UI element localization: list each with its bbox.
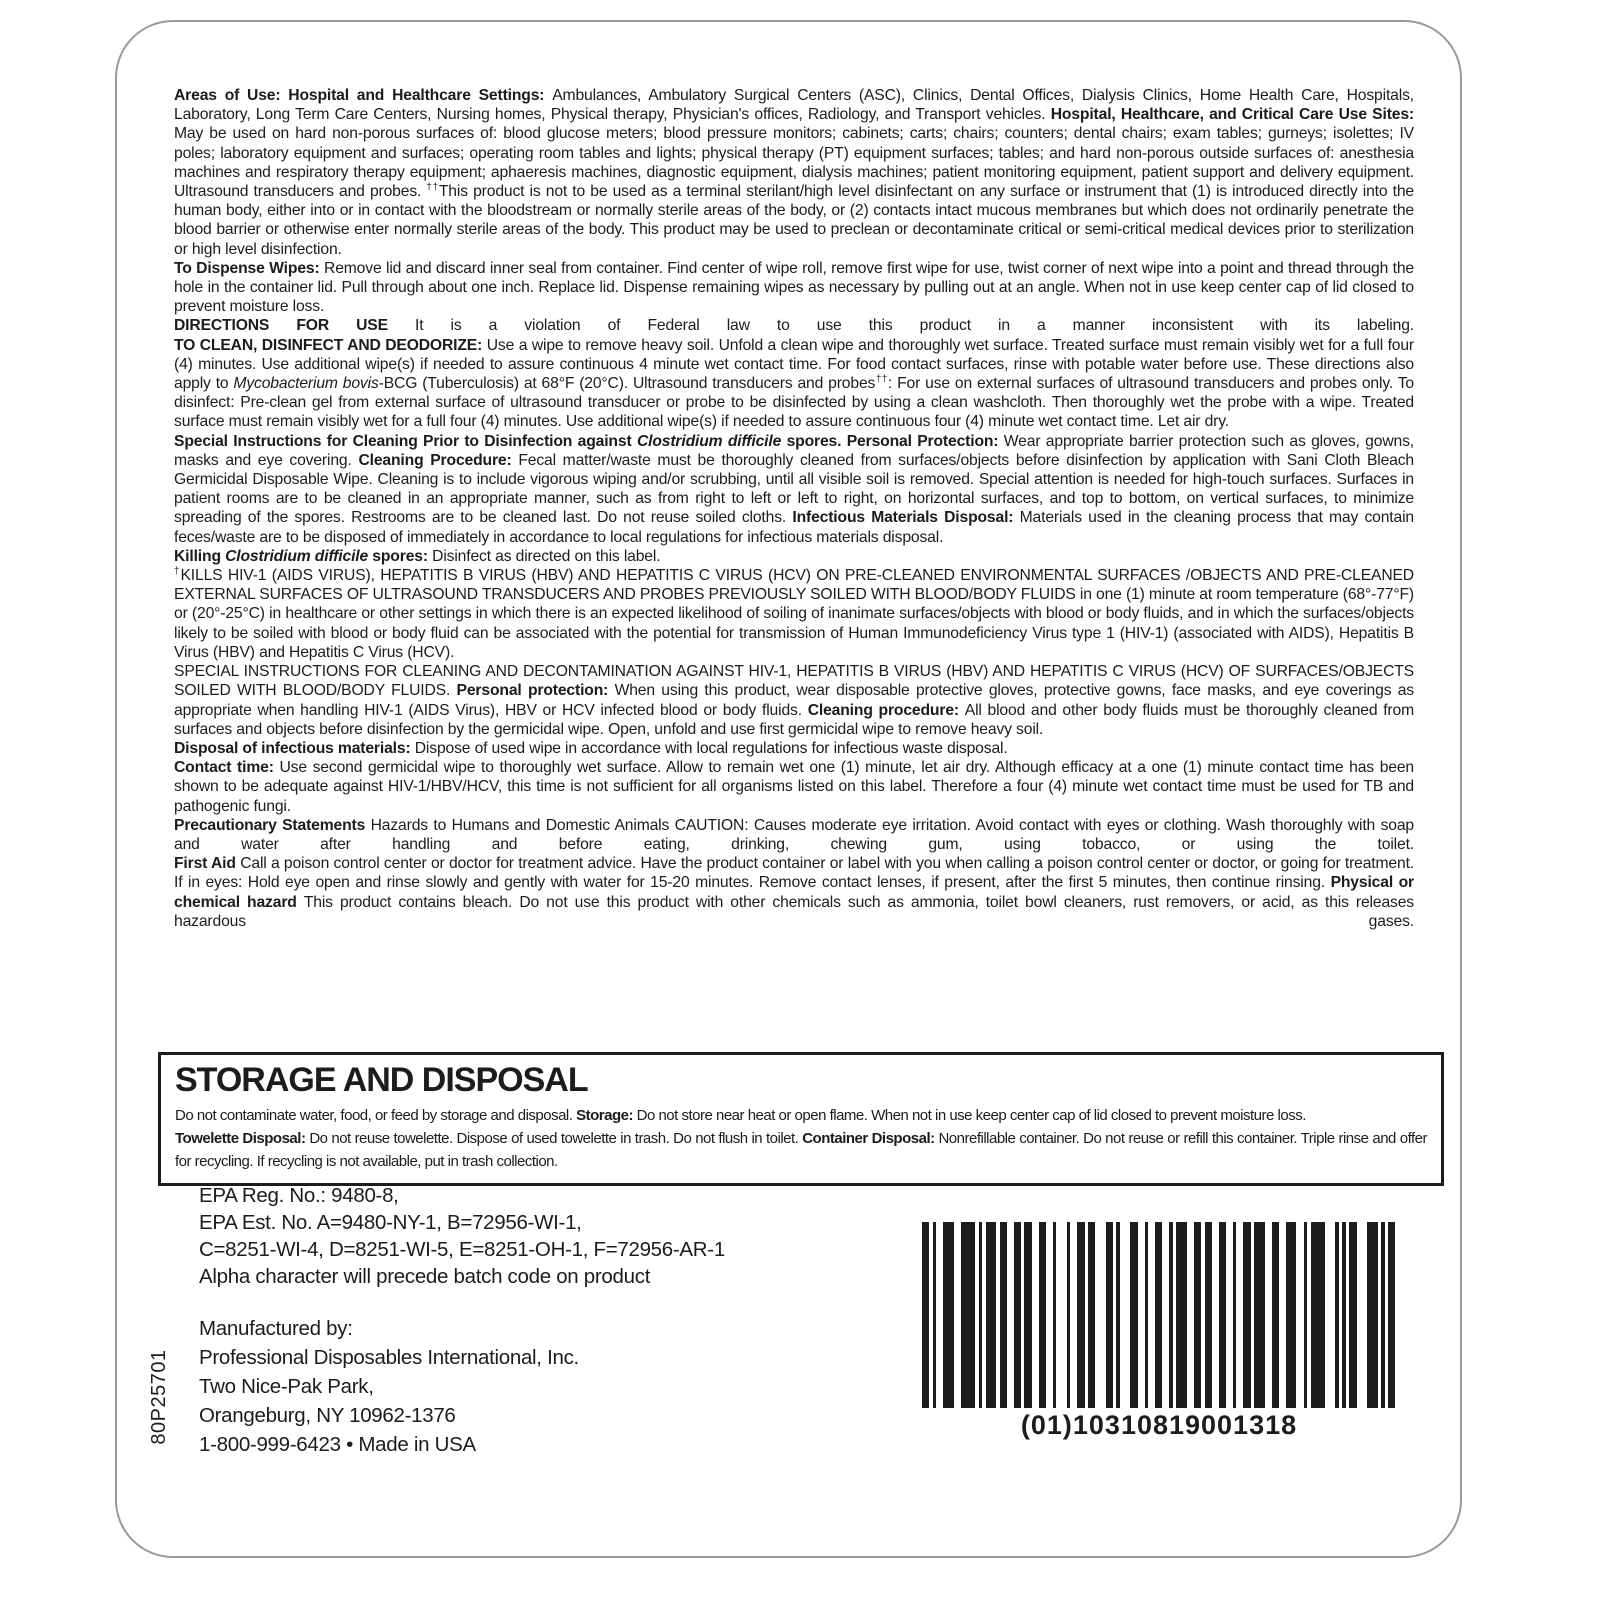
batch-code-note: Alpha character will precede batch code on product	[199, 1265, 651, 1288]
manufacturer-address-city: Orangeburg, NY 10962-1376	[199, 1404, 456, 1427]
side-print-code: 80P25701	[148, 1349, 170, 1445]
epa-est-no: EPA Est. No. A=9480-NY-1, B=72956-WI-1,	[199, 1211, 582, 1234]
barcode-value: (01)10310819001318	[1020, 1410, 1298, 1440]
manufacturer-address-street: Two Nice-Pak Park,	[199, 1375, 374, 1398]
gs1-128-barcode	[922, 1222, 1396, 1408]
paragraph-to-dispense-wipes: To Dispense Wipes: Remove lid and discard inner seal from container. Find center of wipe roll, remove first wipe for use, twist corner of next wipe into a point and thread through the hole in the container lid. Pull through about one inch. Replace lid. Dispense remaining wipes as necessary by pulling out at an angle. When not in use keep center cap of lid closed to prevent moisture loss.	[174, 259, 1414, 316]
paragraph-directions-for-use: DIRECTIONS FOR USE It is a violation of Federal law to use this product in a manner inconsistent with its labeling.	[174, 317, 1414, 335]
paragraph-kills-hiv: †KILLS HIV-1 (AIDS VIRUS), HEPATITIS B VIRUS (HBV) AND HEPATITIS C VIRUS (HCV) ON PRE-CLEANED ENVIRONMENTAL SURFACES /OBJECTS AND PRE-CLEANED EXTERNAL SURFACES OF ULTRASOUND TRANSDUCERS AND PROBES PREVIOUSLY SOILED WITH BLOOD/BODY FLUIDS in one (1) minute at room temperature (68°-77°F) or (20°-25°C) in healthcare or other settings in which there is an expected likelihood of soiling of inanimate surfaces/objects with blood or body fluids, and in which the surfaces/objects likely to be soiled with blood or body fluid can be associated with the potential for transmission of Human Immunodeficiency Virus type 1 (HIV-1) (associated with AIDS), Hepatitis B Virus (HBV) and Hepatitis C Virus (HCV).	[174, 565, 1414, 661]
manufacturer-name: Professional Disposables International, Inc.	[199, 1346, 579, 1369]
epa-reg-no: EPA Reg. No.: 9480-8,	[199, 1184, 399, 1207]
manufactured-by-label: Manufactured by:	[199, 1317, 353, 1340]
manufacturer-block	[199, 1314, 839, 1459]
paragraph-special-instructions-hiv: SPECIAL INSTRUCTIONS FOR CLEANING AND DECONTAMINATION AGAINST HIV-1, HEPATITIS B VIRUS (HBV) AND HEPATITIS C VIRUS (HCV) OF SURFACES/OBJECTS SOILED WITH BLOOD/BODY FLUIDS. Personal protection: When using this product, wear disposable protective gloves, protective gowns, face masks, and eye coverings as appropriate when handling HIV-1 (AIDS Virus), HBV or HCV infected blood or body fluids. Cleaning procedure: All blood and other body fluids must be thoroughly cleaned from surfaces and objects before disinfection by the germicidal wipe. Open, unfold and use first germicidal wipe to remove heavy soil.	[174, 663, 1415, 738]
paragraph-killing-cdiff: Killing Clostridium difficile spores: Disinfect as directed on this label.	[174, 547, 661, 565]
storage-and-disposal-title: STORAGE AND DISPOSAL	[175, 1061, 588, 1099]
paragraph-precautionary-statements: Precautionary Statements Hazards to Humans and Domestic Animals CAUTION: Causes moderate eye irritation. Avoid contact with eyes or clothing. Wash thoroughly with soap and water after handling and before eating, drinking, chewing gum, using tobacco, or using the toilet.	[174, 816, 1414, 853]
manufacturer-phone-origin: 1-800-999-6423 • Made in USA	[199, 1433, 476, 1456]
product-label	[115, 20, 1462, 1558]
paragraph-special-instructions-cdiff: Special Instructions for Cleaning Prior to Disinfection against Clostridium difficile spores. Personal Protection: Wear appropriate barrier protection such as gloves, gowns, masks and eye covering. Cleaning Procedure: Fecal matter/waste must be thoroughly cleaned from surfaces/objects before disinfection by application with Sani Cloth Bleach Germicidal Disposable Wipe. Cleaning is to include vigorous wiping and/or scrubbing, until all visible soil is removed. Special attention is needed for high-touch surfaces. Surfaces in patient rooms are to be cleaned in an appropriate manner, such as from right to left or left to right, on horizontal surfaces, and top to bottom, on vertical surfaces, to minimize spreading of the spores. Restrooms are to be cleaned last. Do not reuse soiled cloths. Infectious Materials Disposal: Materials used in the cleaning process that may contain feces/waste are to be disposed of immediately in accordance to local regulations for infectious materials disposal.	[174, 432, 1415, 546]
paragraph-areas-of-use: Areas of Use: Hospital and Healthcare Settings: Ambulances, Ambulatory Surgical Centers (ASC), Clinics, Dental Offices, Dialysis Clinics, Home Health Care, Hospitals, Laboratory, Long Term Care Centers, Nursing homes, Physical therapy, Physician's offices, Radiology, and Transport vehicles. Hospital, Healthcare, and Critical Care Use Sites: May be used on hard non-porous surfaces of: blood glucose meters; blood pressure monitors; cabinets; carts; chairs; counters; dental chairs; exam tables; gurneys; isolettes; IV poles; laboratory equipment and surfaces; operating room tables and lights; physical therapy (PT) equipment surfaces; tables; and hard non-porous outside surfaces of: anesthesia machines and respiratory therapy equipment; aphaeresis machines, diagnostic equipment, dialysis machines; patient monitoring equipment, patient support and delivery equipment. Ultrasound transducers and probes. ††This product is not to be used as a terminal sterilant/high level disinfectant on any surface or instrument that (1) is introduced directly into the human body, either into or in contact with the bloodstream or normally sterile areas of the body, or (2) contacts intact mucous membranes but which does not ordinarily penetrate the blood barrier or otherwise enter normally sterile areas of the body. This product may be used to preclean or decontaminate critical or semi-critical medical devices prior to sterilization or high level disinfection.	[174, 87, 1414, 258]
paragraph-first-aid: First Aid Call a poison control center or doctor for treatment advice. Have the product container or label with you when calling a poison control center or doctor, or going for treatment. If in eyes: Hold eye open and rinse slowly and gently with water for 15-20 minutes. Remove contact lenses, if present, after the first 5 minutes, then continue rinsing. Physical or chemical hazard This product contains bleach. Do not use this product with other chemicals such as ammonia, toilet bowl cleaners, rust removers, or acid, as this releases hazardous gases.	[174, 855, 1415, 930]
storage-and-disposal-text	[175, 1104, 1427, 1173]
paragraph-contact-time: Contact time: Use second germicidal wipe to thoroughly wet surface. Allow to remain wet one (1) minute, let air dry. Although efficacy at a one (1) minute contact time has been shown to be adequate against HIV-1/HBV/HCV, this time is not sufficient for all organisms listed on this label. Therefore a four (4) minute wet contact time must be used for TB and pathogenic fungi.	[174, 759, 1414, 815]
paragraph-to-clean-disinfect: TO CLEAN, DISINFECT AND DEODORIZE: Use a wipe to remove heavy soil. Unfold a clean wipe and thoroughly wet surface. Treated surface must remain visibly wet for a full four (4) minutes. Use additional wipe(s) if needed to assure continuous 4 minute wet contact time. For food contact surfaces, rinse with potable water before use. These directions also apply to Mycobacterium bovis-BCG (Tuberculosis) at 68°F (20°C). Ultrasound transducers and probes††: For use on external surfaces of ultrasound transducers and probes only. To disinfect: Pre-clean gel from external surface of ultrasound transducer or probe to be disinfected by using a clean washcloth. Then thoroughly wet the probe with a wipe. Treated surface must remain visibly wet for a full four (4) minutes. Use additional wipe(s) if needed to assure continuous four (4) minute wet contact time. Let air dry.	[174, 336, 1414, 431]
paragraph-storage: Do not contaminate water, food, or feed by storage and disposal. Storage: Do not store near heat or open flame. When not in use keep center cap of lid closed to prevent moisture loss.	[175, 1107, 1306, 1124]
barcode-area	[922, 1222, 1396, 1441]
storage-and-disposal-box	[158, 1052, 1444, 1186]
paragraph-towelette-disposal: Towelette Disposal: Do not reuse towelette. Dispose of used towelette in trash. Do not flush in toilet. Container Disposal: Nonrefillable container. Do not reuse or refill this container. Triple rinse and offer for recycling. If recycling is not available, put in trash collection.	[175, 1130, 1427, 1170]
paragraph-disposal-infectious: Disposal of infectious materials: Dispose of used wipe in accordance with local regulations for infectious waste disposal.	[174, 739, 1008, 757]
epa-registration-block	[199, 1182, 839, 1290]
regulatory-text-block	[174, 86, 1414, 931]
epa-est-no-continued: C=8251-WI-4, D=8251-WI-5, E=8251-OH-1, F=72956-AR-1	[199, 1238, 725, 1261]
